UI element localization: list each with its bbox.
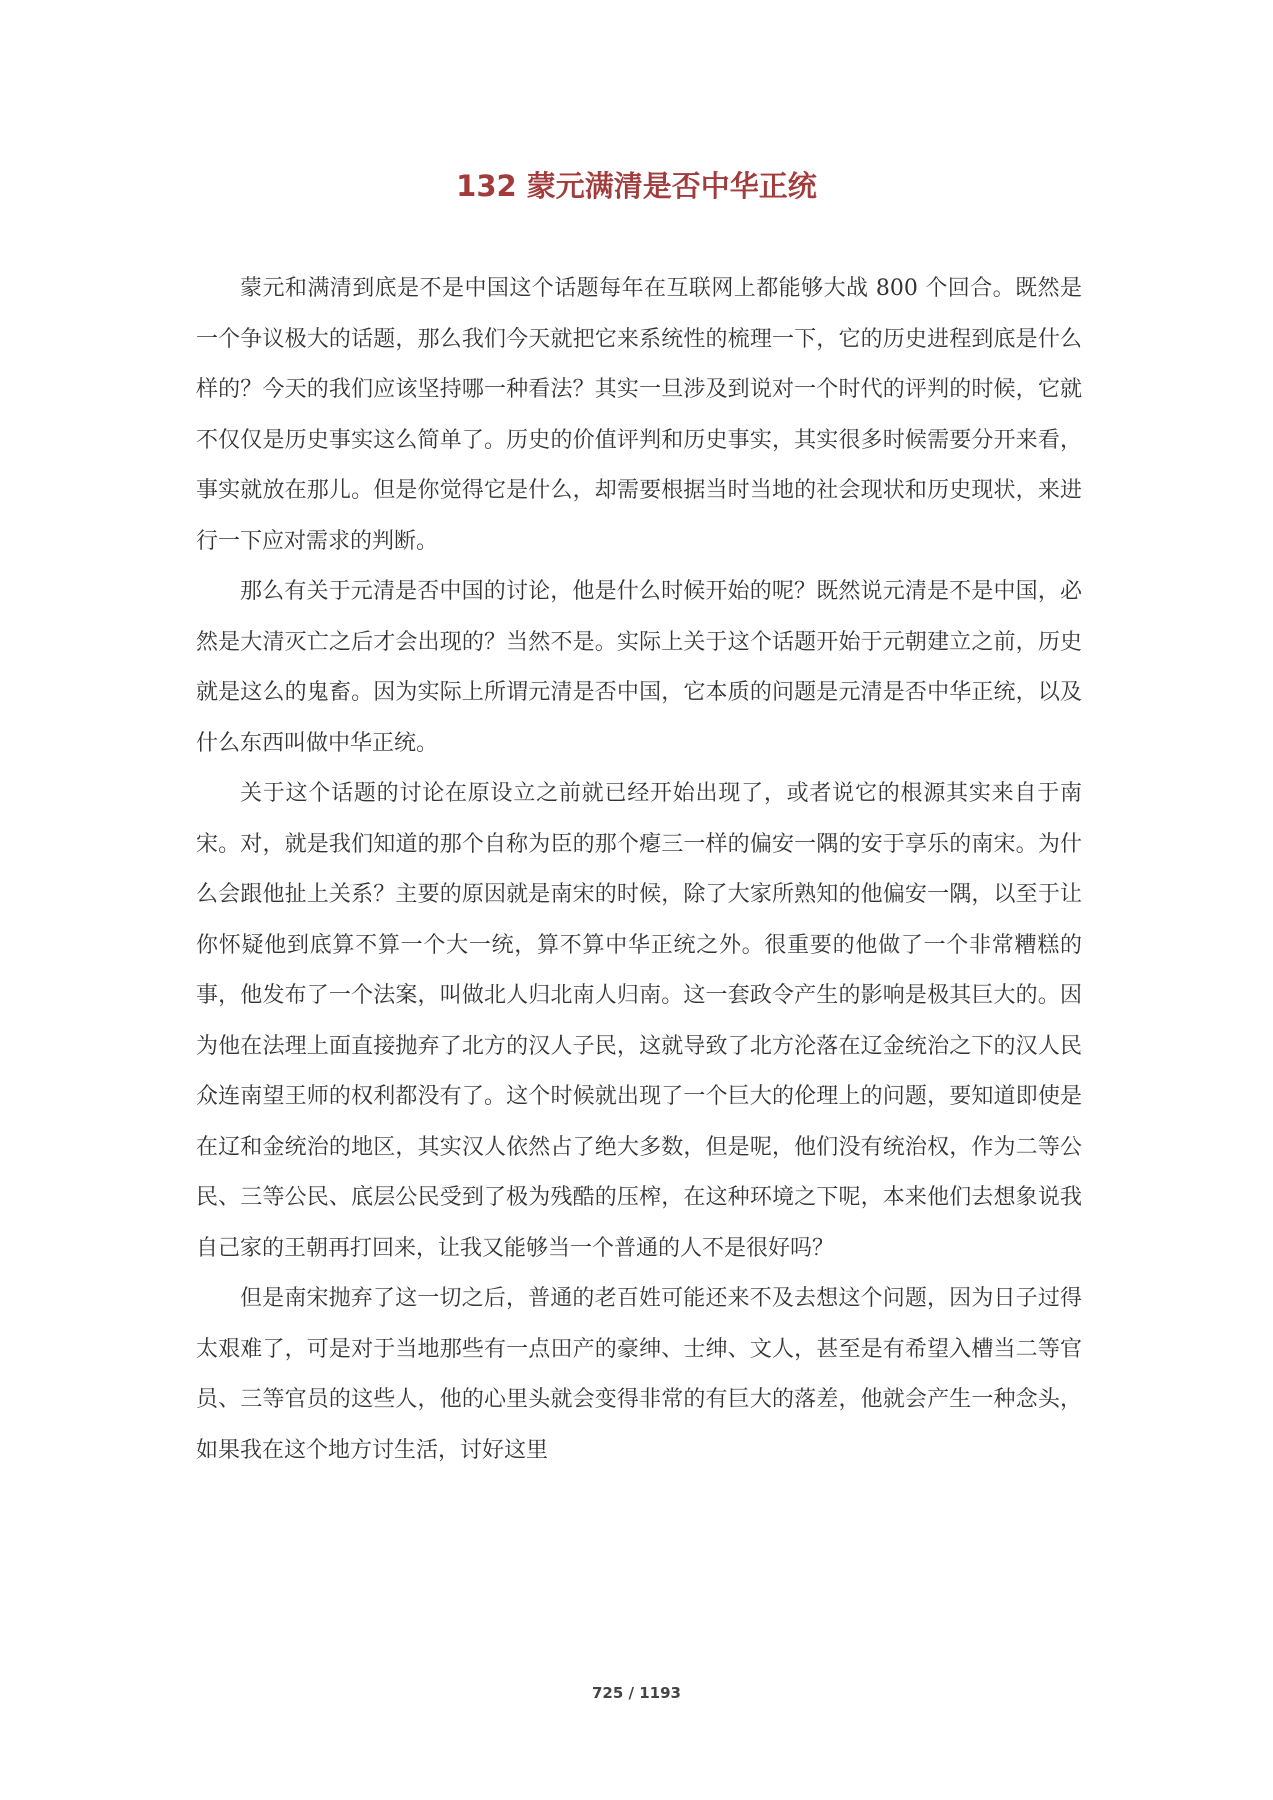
paragraph: 蒙元和满清到底是不是中国这个话题每年在互联网上都能够大战 800 个回合。既然是一个争议极大的话题，那么我们今天就把它来系统性的梳理一下，它的历史进程到底是什么样的？今天的我们应该坚持哪一种看法？其实一旦涉及到说对一个时代的评判的时候，它就不仅仅是历史事实这么简单了。历史的价值评判和历史事实，其实很多时候需要分开来看，事实就放在那儿。但是你觉得它是什么，却需要根据当时当地的社会现状和历史现状，来进行一下应对需求的判断。 [196, 276, 1082, 554]
paragraph: 但是南宋抛弃了这一切之后，普通的老百姓可能还来不及去想这个问题，因为日子过得太艰难了，可是对于当地那些有一点田产的豪绅、士绅、文人，甚至是有希望入槽当二等官员、三等官员的这些人，他的心里头就会变得非常的有巨大的落差，他就会产生一种念头，如果我在这个地方讨生活，讨好这里 [196, 1286, 1082, 1463]
body-text [196, 264, 1082, 1476]
paragraph: 关于这个话题的讨论在原设立之前就已经开始出现了，或者说它的根源其实来自于南宋。对，就是我们知道的那个自称为臣的那个瘪三一样的偏安一隅的安于享乐的南宋。为什么会跟他扯上关系？主要的原因就是南宋的时候，除了大家所熟知的他偏安一隅，以至于让你怀疑他到底算不算一个大一统，算不算中华正统之外。很重要的他做了一个非常糟糕的事，他发布了一个法案，叫做北人归北南人归南。这一套政令产生的影响是极其巨大的。因为他在法理上面直接抛弃了北方的汉人子民，这就导致了北方沦落在辽金统治之下的汉人民众连南望王师的权利都没有了。这个时候就出现了一个巨大的伦理上的问题，要知道即使是在辽和金统治的地区，其实汉人依然占了绝大多数，但是呢，他们没有统治权，作为二等公民、三等公民、底层公民受到了极为残酷的压榨，在这种环境之下呢，本来他们去想象说我自己家的王朝再打回来，让我又能够当一个普通的人不是很好吗？ [196, 781, 1082, 1261]
paragraph: 那么有关于元清是否中国的讨论，他是什么时候开始的呢？既然说元清是不是中国，必然是大清灭亡之后才会出现的？当然不是。实际上关于这个话题开始于元朝建立之前，历史就是这么的鬼畜。因为实际上所谓元清是否中国，它本质的问题是元清是否中华正统，以及什么东西叫做中华正统。 [196, 579, 1082, 756]
chapter-title: 132 蒙元满清是否中华正统 [456, 169, 817, 203]
page-number: 725 / 1193 [592, 1684, 681, 1702]
